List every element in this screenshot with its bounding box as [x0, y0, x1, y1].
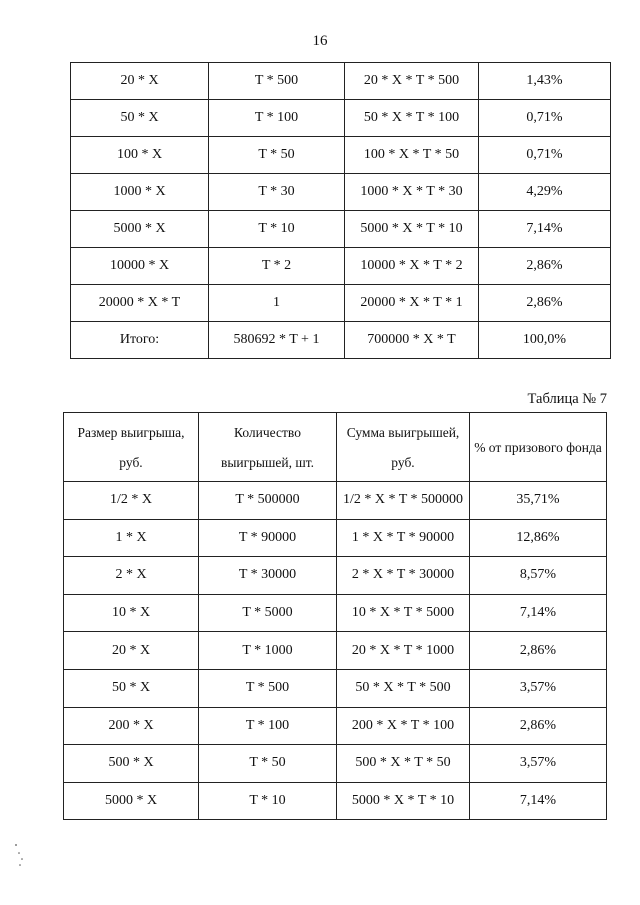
table-cell: 1 * X: [64, 519, 199, 557]
table-cell: 10 * X: [64, 594, 199, 632]
table2-body: [64, 482, 607, 820]
table-cell: 7,14%: [479, 211, 611, 248]
table-cell: 35,71%: [470, 482, 607, 520]
table-cell: T * 10: [209, 211, 345, 248]
table-cell: 50 * X: [64, 669, 199, 707]
table-cell: 2,86%: [470, 632, 607, 670]
table-cell: T * 1000: [199, 632, 337, 670]
table-cell: T * 90000: [199, 519, 337, 557]
table-cell: 580692 * T + 1: [209, 322, 345, 359]
header-cell: Сумма выигрышей, руб.: [337, 413, 470, 482]
table-cell: 7,14%: [470, 782, 607, 820]
table-row: [64, 782, 607, 820]
table-row: [71, 211, 611, 248]
table-cell: 1,43%: [479, 63, 611, 100]
table-row: [64, 745, 607, 783]
table-cell: 10000 * X: [71, 248, 209, 285]
table-cell: T * 500000: [199, 482, 337, 520]
table-cell: 5000 * X: [71, 211, 209, 248]
table-cell: 50 * X: [71, 100, 209, 137]
header-cell: Количество выигрышей, шт.: [199, 413, 337, 482]
table-row: [64, 669, 607, 707]
table-cell: 2,86%: [479, 248, 611, 285]
table-row: [71, 63, 611, 100]
table1-body: [71, 63, 611, 359]
prize-table-continued: [70, 62, 611, 359]
table-cell: T * 500: [199, 669, 337, 707]
scan-mark-icon: [10, 840, 30, 870]
table-cell: T * 50: [199, 745, 337, 783]
table-row: [71, 137, 611, 174]
table-cell: 20 * X: [64, 632, 199, 670]
table-cell: 2 * X * T * 30000: [337, 557, 470, 595]
table-cell: 1000 * X: [71, 174, 209, 211]
table-cell: 200 * X * T * 100: [337, 707, 470, 745]
table-cell: T * 100: [209, 100, 345, 137]
table-row: [64, 482, 607, 520]
table-cell: 5000 * X * T * 10: [345, 211, 479, 248]
table-row: [71, 285, 611, 322]
table-cell: 100 * X: [71, 137, 209, 174]
table-row: [71, 322, 611, 359]
header-cell: % от призового фонда: [470, 413, 607, 482]
table-cell: T * 50: [209, 137, 345, 174]
table-cell: T * 30000: [199, 557, 337, 595]
prize-table-7: [63, 412, 607, 820]
table-cell: 20 * X: [71, 63, 209, 100]
header-cell: Размер выигрыша, руб.: [64, 413, 199, 482]
table-cell: 8,57%: [470, 557, 607, 595]
table-cell: T * 10: [199, 782, 337, 820]
table-cell: 5000 * X * T * 10: [337, 782, 470, 820]
table-cell: 10000 * X * T * 2: [345, 248, 479, 285]
table-cell: 3,57%: [470, 669, 607, 707]
table-cell: 500 * X * T * 50: [337, 745, 470, 783]
table-cell: 0,71%: [479, 137, 611, 174]
table-cell: 20 * X * T * 1000: [337, 632, 470, 670]
table-cell: 1/2 * X: [64, 482, 199, 520]
table-cell: 100 * X * T * 50: [345, 137, 479, 174]
table-cell: T * 100: [199, 707, 337, 745]
table-cell: 20 * X * T * 500: [345, 63, 479, 100]
table-cell: 0,71%: [479, 100, 611, 137]
table-cell: 2 * X: [64, 557, 199, 595]
table-cell: 1000 * X * T * 30: [345, 174, 479, 211]
table-cell: 1/2 * X * T * 500000: [337, 482, 470, 520]
table-row: [64, 594, 607, 632]
table-cell: 12,86%: [470, 519, 607, 557]
table-cell: 1: [209, 285, 345, 322]
table-cell: 100,0%: [479, 322, 611, 359]
table-cell: 200 * X: [64, 707, 199, 745]
table-cell: 2,86%: [470, 707, 607, 745]
page-number: 16: [312, 33, 328, 49]
table-cell: 500 * X: [64, 745, 199, 783]
table-row: [64, 557, 607, 595]
table-header-row: [64, 413, 607, 482]
table-caption: Таблица № 7: [527, 391, 607, 407]
table-cell: Итого:: [71, 322, 209, 359]
table-cell: 700000 * X * T: [345, 322, 479, 359]
table-cell: T * 5000: [199, 594, 337, 632]
table-cell: 4,29%: [479, 174, 611, 211]
table-cell: 50 * X * T * 100: [345, 100, 479, 137]
table-cell: 5000 * X: [64, 782, 199, 820]
table-cell: 2,86%: [479, 285, 611, 322]
table-cell: 50 * X * T * 500: [337, 669, 470, 707]
table-row: [64, 707, 607, 745]
table-cell: 10 * X * T * 5000: [337, 594, 470, 632]
table-cell: 20000 * X * T: [71, 285, 209, 322]
table-cell: T * 30: [209, 174, 345, 211]
table-row: [71, 248, 611, 285]
table-row: [71, 100, 611, 137]
table-cell: T * 2: [209, 248, 345, 285]
table-row: [64, 632, 607, 670]
table-cell: T * 500: [209, 63, 345, 100]
table-row: [64, 519, 607, 557]
table-row: [71, 174, 611, 211]
table-cell: 20000 * X * T * 1: [345, 285, 479, 322]
table-cell: 7,14%: [470, 594, 607, 632]
table-cell: 3,57%: [470, 745, 607, 783]
table-cell: 1 * X * T * 90000: [337, 519, 470, 557]
